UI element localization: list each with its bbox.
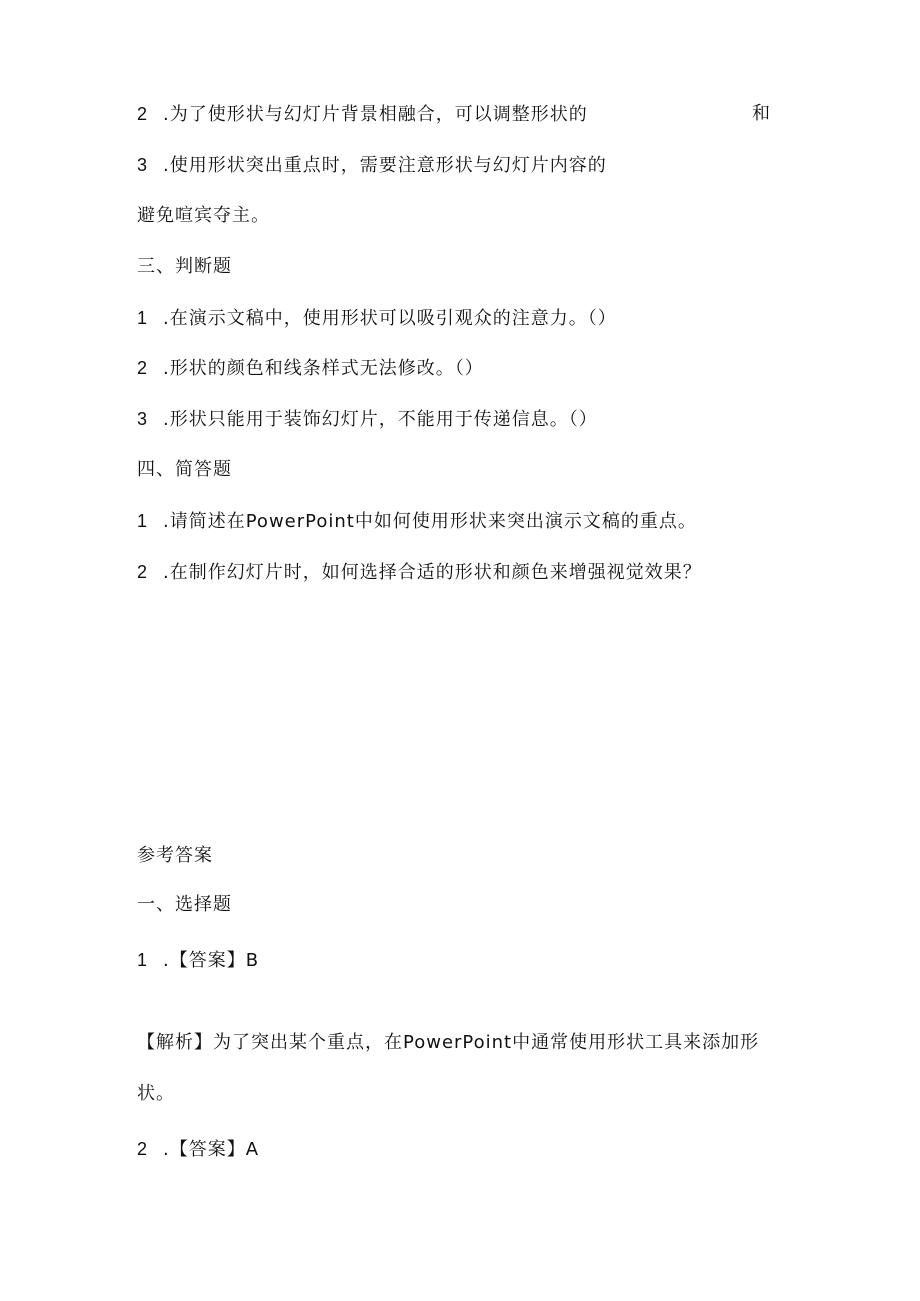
fill-in-item-3	[137, 153, 607, 178]
item-text: .为了使形状与幻灯片背景相融合，可以调整形状的	[163, 104, 588, 125]
fill-in-item-2	[137, 102, 588, 127]
item-number: 2	[137, 104, 149, 124]
answers-title: 参考答案	[137, 845, 213, 866]
item-text: .【答案】A	[163, 1139, 260, 1160]
short-answer-item-1	[137, 509, 697, 534]
item-number: 3	[137, 409, 149, 429]
item-text: .形状的颜色和线条样式无法修改。（）	[163, 358, 484, 379]
item-number: 2	[137, 358, 149, 378]
item-number: 2	[137, 562, 149, 582]
answer-1	[137, 948, 259, 973]
item-text: .【答案】B	[163, 950, 260, 971]
item-number: 1	[137, 950, 149, 970]
answer-1-analysis-line-2: 状。	[137, 1083, 175, 1104]
fill-in-item-2-tail: 和	[752, 103, 770, 124]
item-text: .在制作幻灯片时，如何选择合适的形状和颜色来增强视觉效果？	[163, 562, 702, 583]
item-number: 1	[137, 308, 149, 328]
short-answer-heading: 四、简答题	[137, 459, 232, 480]
judge-heading: 三、判断题	[137, 256, 232, 277]
answers-section-1-heading: 一、选择题	[137, 894, 232, 915]
item-text: .使用形状突出重点时，需要注意形状与幻灯片内容的	[163, 155, 607, 176]
item-text: .形状只能用于装饰幻灯片，不能用于传递信息。（）	[163, 409, 598, 430]
judge-item-2	[137, 356, 484, 381]
item-number: 3	[137, 155, 149, 175]
answer-2	[137, 1137, 259, 1162]
item-number: 2	[137, 1139, 149, 1159]
judge-item-3	[137, 407, 598, 432]
judge-item-1	[137, 306, 617, 331]
item-text: .请简述在PowerPoint中如何使用形状来突出演示文稿的重点。	[163, 511, 697, 532]
fill-in-item-3-continuation: 避免喧宾夺主。	[137, 205, 270, 226]
answer-1-analysis-line-1: 【解析】为了突出某个重点，在PowerPoint中通常使用形状工具来添加形	[137, 1032, 760, 1053]
item-number: 1	[137, 511, 149, 531]
short-answer-item-2	[137, 560, 702, 585]
item-text: .在演示文稿中，使用形状可以吸引观众的注意力。（）	[163, 308, 617, 329]
